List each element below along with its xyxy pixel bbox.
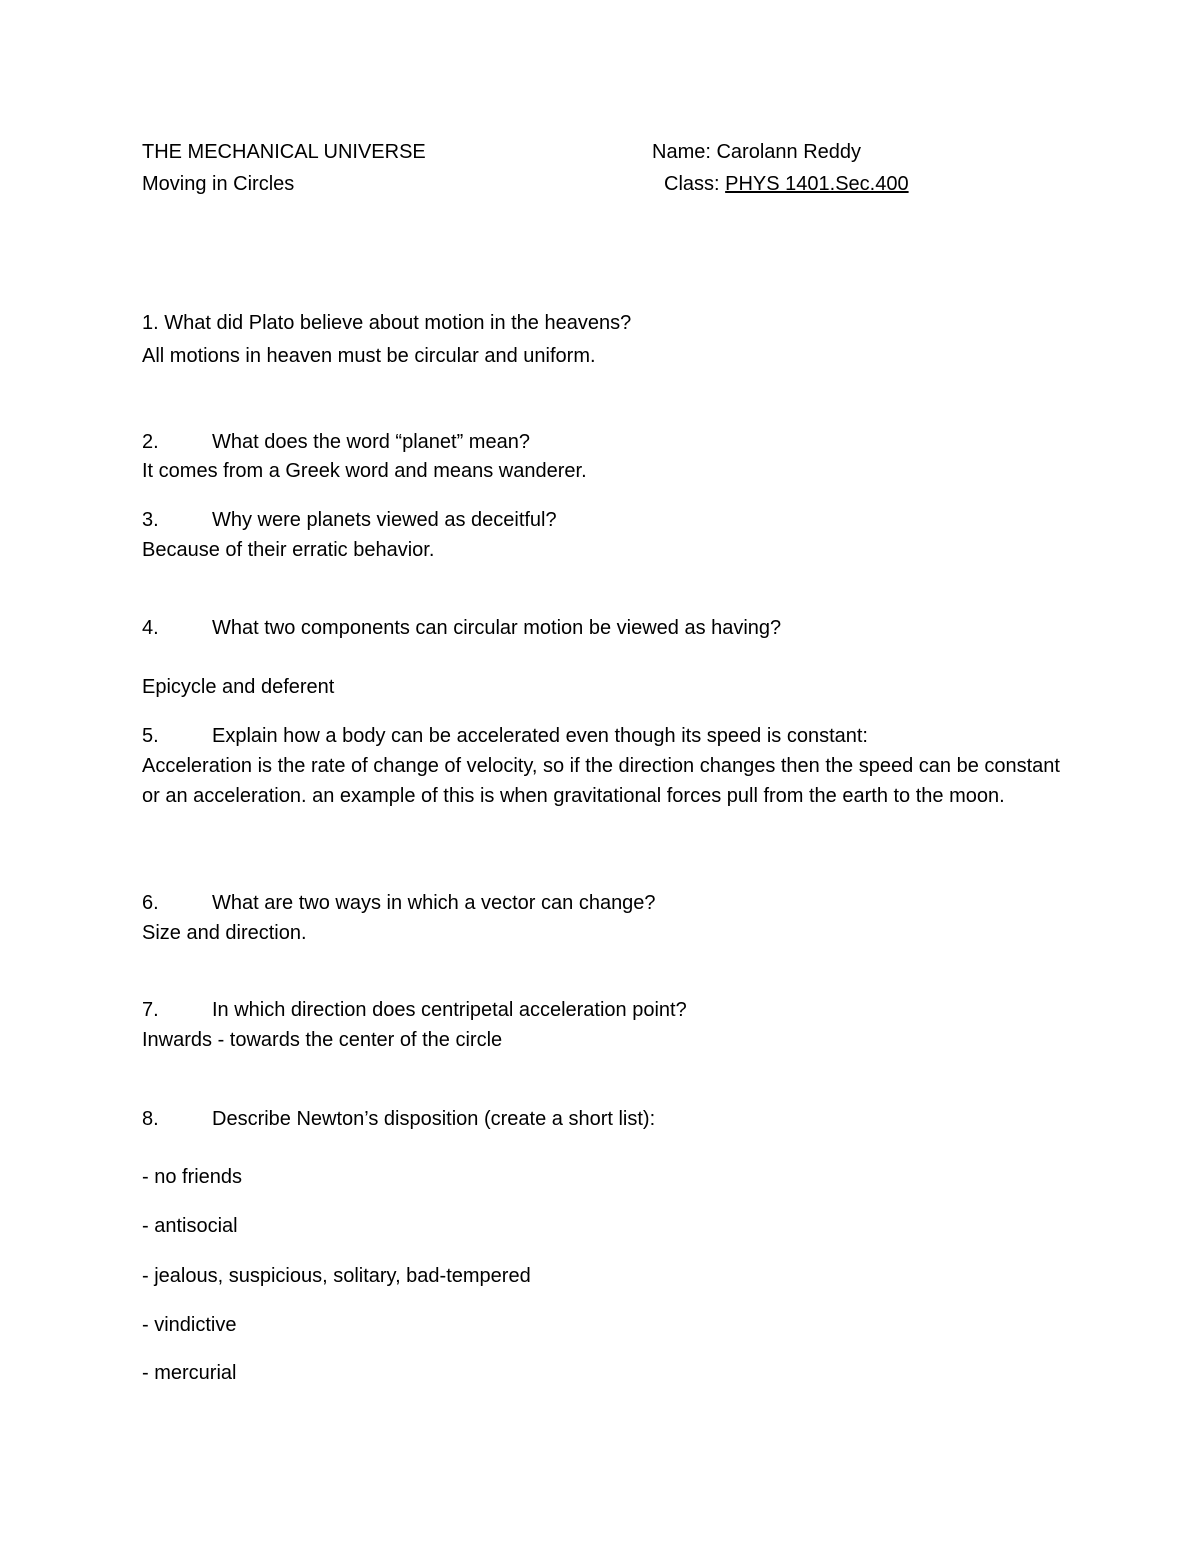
question-2 — [142, 430, 530, 454]
answer-7: Inwards - towards the center of the circle — [142, 1029, 503, 1051]
question-5-text: Explain how a body can be accelerated even though its speed is constant: — [212, 725, 868, 747]
episode-title: Moving in Circles — [142, 173, 295, 195]
question-5 — [142, 724, 868, 748]
question-2-text: What does the word “planet” mean? — [212, 431, 530, 453]
course-title: THE MECHANICAL UNIVERSE — [142, 141, 426, 163]
answer-3: Because of their erratic behavior. — [142, 539, 435, 561]
question-3-text: Why were planets viewed as deceitful? — [212, 509, 557, 531]
list-item: - mercurial — [142, 1362, 237, 1384]
student-name-line — [652, 140, 861, 164]
answer-5: Acceleration is the rate of change of velocity, so if the direction changes then the speed can be constant or an acceleration. an example of this is when gravitational forces pull from the earth to the moon. — [142, 755, 1060, 807]
question-8-text: Describe Newton’s disposition (create a short list): — [212, 1108, 656, 1130]
question-4-number: 4. — [142, 617, 159, 639]
list-item: - jealous, suspicious, solitary, bad-tempered — [142, 1265, 531, 1287]
list-item: - no friends — [142, 1166, 243, 1188]
question-1-number: 1. — [142, 312, 159, 334]
list-item: - antisocial — [142, 1215, 238, 1237]
question-3 — [142, 508, 557, 532]
answer-2: It comes from a Greek word and means wanderer. — [142, 460, 587, 482]
question-6 — [142, 891, 656, 915]
question-5-number: 5. — [142, 725, 159, 747]
question-6-number: 6. — [142, 892, 159, 914]
class-line — [664, 172, 909, 196]
answer-4: Epicycle and deferent — [142, 676, 335, 698]
question-1 — [142, 311, 631, 335]
name-value: Carolann Reddy — [716, 141, 861, 163]
answer-1: All motions in heaven must be circular and uniform. — [142, 345, 596, 367]
name-label: Name: — [652, 141, 711, 163]
class-value: PHYS 1401.Sec.400 — [725, 173, 909, 195]
question-6-text: What are two ways in which a vector can change? — [212, 892, 656, 914]
question-7-number: 7. — [142, 999, 159, 1021]
question-3-number: 3. — [142, 509, 159, 531]
question-8-number: 8. — [142, 1108, 159, 1130]
question-4 — [142, 616, 781, 640]
question-7 — [142, 998, 687, 1022]
answer-6: Size and direction. — [142, 922, 307, 944]
question-2-number: 2. — [142, 431, 159, 453]
question-1-text: What did Plato believe about motion in the heavens? — [164, 312, 632, 334]
question-8 — [142, 1107, 655, 1131]
question-4-text: What two components can circular motion be viewed as having? — [212, 617, 782, 639]
class-label: Class: — [664, 173, 720, 195]
list-item: - vindictive — [142, 1314, 237, 1336]
question-7-text: In which direction does centripetal acceleration point? — [212, 999, 687, 1021]
